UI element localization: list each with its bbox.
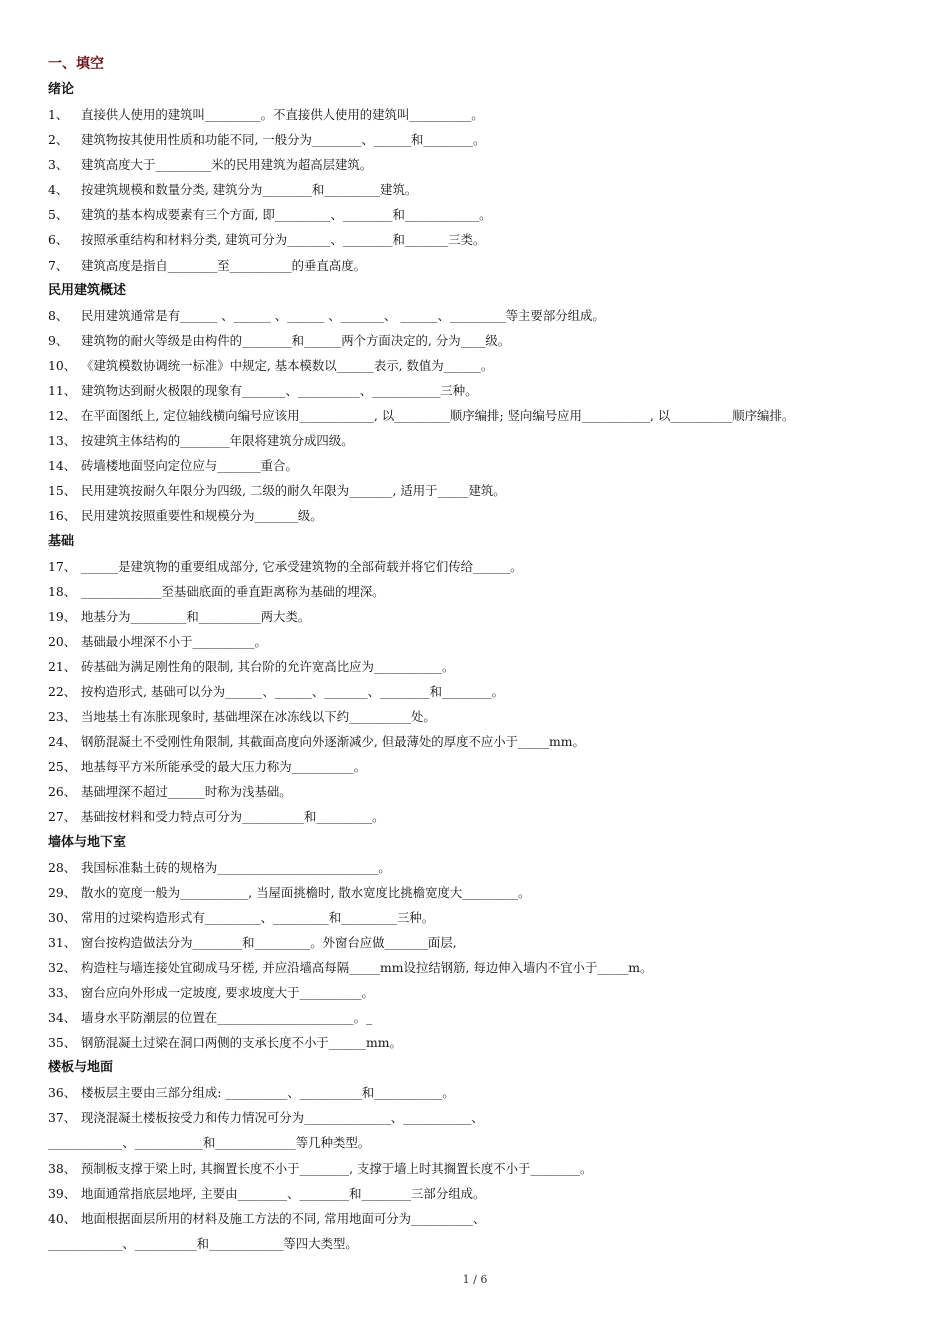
question-number: 27、	[48, 809, 77, 825]
question-number: 30、	[48, 909, 77, 925]
question-text: 构造柱与墙连接处宜砌成马牙槎, 并应沿墙高每隔_____mm设拉结钢筋, 每边伸入墙内不宜小于_____m。	[81, 959, 653, 975]
question-number: 32、	[48, 959, 77, 975]
subsection-heading: 基础	[48, 533, 75, 549]
question-item	[48, 1156, 918, 1181]
question-number: 40、	[48, 1210, 77, 1226]
question-text: ____________、__________和____________等四大类型。	[48, 1235, 358, 1251]
question-item	[48, 880, 918, 905]
question-number: 5、	[48, 207, 69, 223]
question-text: 地基每平方米所能承受的最大压力称为__________。	[81, 759, 366, 775]
question-text: 《建筑模数协调统一标准》中规定, 基本模数以______表示, 数值为______。	[81, 357, 494, 373]
question-number: 17、	[48, 558, 77, 574]
question-number: 25、	[48, 759, 77, 775]
question-text: 建筑物按其使用性质和功能不同, 一般分为________、______和________。	[81, 132, 486, 148]
question-number: 38、	[48, 1160, 77, 1176]
question-item	[48, 955, 918, 980]
question-number: 10、	[48, 357, 77, 373]
question-item	[48, 503, 918, 528]
question-item	[48, 1030, 918, 1055]
question-number: 9、	[48, 332, 69, 348]
question-number: 7、	[48, 257, 69, 273]
question-number: 14、	[48, 458, 77, 474]
question-number: 39、	[48, 1185, 77, 1201]
question-text: 在平面图纸上, 定位轴线横向编号应该用____________, 以_________顺序编排; 竖向编号应用___________, 以__________顺序编排。	[81, 408, 795, 424]
question-number: 24、	[48, 734, 77, 750]
question-text: 按构造形式, 基础可以分为______、______、_______、________和________。	[81, 683, 504, 699]
question-text: ____________、___________和_____________等几种类型。	[48, 1135, 371, 1151]
subsection-heading: 民用建筑概述	[48, 282, 127, 298]
question-item	[48, 779, 918, 804]
question-number: 18、	[48, 583, 77, 599]
subsection-heading: 楼板与地面	[48, 1060, 114, 1076]
question-item	[48, 629, 918, 654]
question-text: 预制板支撑于梁上时, 其搁置长度不小于________, 支撑于墙上时其搁置长度不小于________。	[81, 1160, 593, 1176]
question-number: 3、	[48, 157, 69, 173]
question-number: 2、	[48, 132, 69, 148]
question-text: 建筑物达到耐火极限的现象有_______、__________、___________三种。	[81, 382, 478, 398]
question-text: 墙身水平防潮层的位置在______________________。_	[81, 1010, 373, 1026]
question-text: 地面通常指底层地坪, 主要由________、________和________三部分组成。	[81, 1185, 486, 1201]
question-number: 28、	[48, 859, 77, 875]
question-text: 楼板层主要由三部分组成: __________、__________和___________。	[81, 1085, 455, 1101]
question-item	[48, 202, 918, 227]
question-number: 33、	[48, 985, 77, 1000]
question-text: 钢筋混凝土过梁在洞口两侧的支承长度不小于______mm。	[81, 1035, 402, 1051]
question-number: 20、	[48, 633, 77, 649]
question-text: 窗台按构造做法分为________和_________。外窗台应做_______面层,	[81, 934, 457, 950]
question-text: 常用的过梁构造形式有_________、_________和_________三种。	[81, 909, 435, 925]
question-text: 民用建筑通常是有______ 、______ 、______ 、_______、 ______、_________等主要部分组成。	[81, 307, 605, 323]
question-item	[48, 1206, 918, 1231]
question-text: 民用建筑按耐久年限分为四级, 二级的耐久年限为_______, 适用于_____建筑。	[81, 483, 506, 499]
question-item	[48, 403, 918, 428]
question-text: ______是建筑物的重要组成部分, 它承受建筑物的全部荷载并将它们传给______。	[81, 558, 523, 574]
question-number: 31、	[48, 934, 77, 950]
question-item	[48, 478, 918, 503]
question-text: 我国标准黏土砖的规格为__________________________。	[81, 859, 391, 875]
question-item	[48, 579, 918, 604]
question-number: 12、	[48, 408, 77, 424]
question-text: 砖墙楼地面竖向定位应与_______重合。	[81, 458, 298, 474]
question-text: 民用建筑按照重要性和规模分为_______级。	[81, 508, 323, 524]
question-number: 6、	[48, 232, 69, 248]
question-groups	[48, 77, 918, 1256]
question-item	[48, 227, 918, 252]
question-number: 19、	[48, 608, 77, 624]
question-item	[48, 804, 918, 829]
question-item	[48, 604, 918, 629]
question-text: 地基分为_________和__________两大类。	[81, 608, 311, 624]
question-number: 22、	[48, 683, 77, 699]
question-text: 建筑高度是指自________至__________的垂直高度。	[81, 257, 366, 273]
question-text: 按建筑主体结构的________年限将建筑分成四级。	[81, 433, 354, 449]
question-item	[48, 930, 918, 955]
question-number: 11、	[48, 382, 77, 398]
question-text: 建筑的基本构成要素有三个方面, 即_________、________和____________。	[81, 207, 492, 223]
question-text: 基础按材料和受力特点可分为__________和_________。	[81, 809, 385, 825]
question-item	[48, 905, 918, 930]
question-item	[48, 704, 918, 729]
question-number: 13、	[48, 433, 77, 449]
question-item	[48, 1080, 918, 1105]
question-text: 建筑高度大于_________米的民用建筑为超高层建筑。	[81, 157, 373, 173]
question-text: 直接供人使用的建筑叫_________。不直接供人使用的建筑叫__________。	[81, 107, 484, 122]
question-item	[48, 554, 918, 579]
question-number: 15、	[48, 483, 77, 499]
question-item	[48, 303, 918, 328]
question-item	[48, 353, 918, 378]
question-text: 按照承重结构和材料分类, 建筑可分为_______、________和_______三类。	[81, 232, 486, 248]
section-title: 一、填空	[48, 56, 104, 72]
question-item	[48, 453, 918, 478]
question-number: 16、	[48, 508, 77, 524]
question-number: 34、	[48, 1010, 77, 1026]
question-item	[48, 654, 918, 679]
page-number: 1 / 6	[462, 1273, 488, 1286]
question-number: 35、	[48, 1035, 77, 1051]
question-continuation	[48, 1231, 918, 1256]
question-item	[48, 754, 918, 779]
question-text: 基础埋深不超过______时称为浅基础。	[81, 784, 292, 800]
question-item	[48, 855, 918, 880]
question-item	[48, 102, 918, 127]
subsection-heading: 绪论	[48, 82, 75, 97]
question-item	[48, 679, 918, 704]
question-item	[48, 729, 918, 754]
document-page	[48, 52, 918, 1256]
question-item	[48, 328, 918, 353]
question-item	[48, 1181, 918, 1206]
question-number: 36、	[48, 1085, 77, 1101]
question-text: 砖基础为满足刚性角的限制, 其台阶的允许宽高比应为___________。	[81, 658, 455, 674]
question-item	[48, 428, 918, 453]
question-number: 37、	[48, 1110, 77, 1126]
question-text: 钢筋混凝土不受刚性角限制, 其截面高度向外逐渐减少, 但最薄处的厚度不应小于_____mm。	[81, 734, 585, 750]
question-number: 26、	[48, 784, 77, 800]
question-text: 基础最小埋深不小于__________。	[81, 633, 267, 649]
question-number: 23、	[48, 709, 77, 725]
question-number: 29、	[48, 884, 77, 900]
question-text: 地面根据面层所用的材料及施工方法的不同, 常用地面可分为__________、	[81, 1210, 486, 1226]
question-item	[48, 152, 918, 177]
question-item	[48, 253, 918, 278]
question-text: 建筑物的耐火等级是由构件的________和______两个方面决定的, 分为____级。	[81, 332, 511, 348]
question-item	[48, 1005, 918, 1030]
subsection-heading: 墙体与地下室	[48, 834, 127, 850]
question-text: 按建筑规模和数量分类, 建筑分为________和_________建筑。	[81, 182, 418, 198]
question-continuation	[48, 1130, 918, 1155]
question-number: 1、	[48, 107, 69, 122]
question-text: 散水的宽度一般为___________, 当屋面挑檐时, 散水宽度比挑檐宽度大_________。	[81, 884, 531, 900]
question-item	[48, 980, 918, 1005]
question-item	[48, 1105, 918, 1130]
question-number: 21、	[48, 658, 77, 674]
question-text: _____________至基础底面的垂直距离称为基础的埋深。	[81, 583, 385, 599]
question-text: 窗台应向外形成一定坡度, 要求坡度大于__________。	[81, 985, 374, 1000]
question-number: 8、	[48, 307, 69, 323]
question-item	[48, 177, 918, 202]
question-number: 4、	[48, 182, 69, 198]
question-item	[48, 127, 918, 152]
question-text: 当地基土有冻胀现象时, 基础埋深在冰冻线以下约__________处。	[81, 709, 436, 725]
question-item	[48, 378, 918, 403]
question-text: 现浇混凝土楼板按受力和传力情况可分为______________、___________、	[81, 1110, 484, 1126]
